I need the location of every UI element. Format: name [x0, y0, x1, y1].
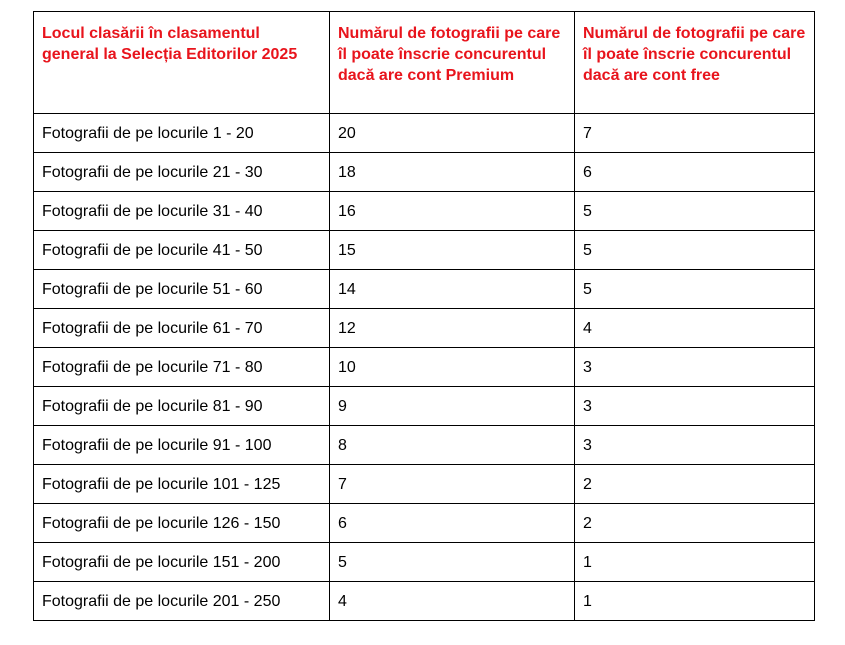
rank-range-cell: Fotografii de pe locurile 51 - 60 [34, 270, 330, 309]
premium-count-cell: 20 [330, 114, 575, 153]
table-row [34, 114, 815, 153]
rank-range-cell: Fotografii de pe locurile 21 - 30 [34, 153, 330, 192]
free-count-cell: 4 [575, 309, 815, 348]
free-count-cell: 3 [575, 348, 815, 387]
table-row [34, 231, 815, 270]
rank-range-cell: Fotografii de pe locurile 91 - 100 [34, 426, 330, 465]
rank-range-cell: Fotografii de pe locurile 41 - 50 [34, 231, 330, 270]
free-count-cell: 1 [575, 582, 815, 621]
rank-range-cell: Fotografii de pe locurile 1 - 20 [34, 114, 330, 153]
free-count-cell: 5 [575, 231, 815, 270]
rank-range-cell: Fotografii de pe locurile 101 - 125 [34, 465, 330, 504]
table-row [34, 543, 815, 582]
premium-count-cell: 18 [330, 153, 575, 192]
free-count-cell: 7 [575, 114, 815, 153]
ranking-photo-allowance-table [33, 11, 815, 621]
rank-range-cell: Fotografii de pe locurile 151 - 200 [34, 543, 330, 582]
rank-range-cell: Fotografii de pe locurile 126 - 150 [34, 504, 330, 543]
table-row [34, 309, 815, 348]
free-count-cell: 2 [575, 504, 815, 543]
premium-count-cell: 4 [330, 582, 575, 621]
premium-count-cell: 7 [330, 465, 575, 504]
table-row [34, 504, 815, 543]
rank-range-cell: Fotografii de pe locurile 201 - 250 [34, 582, 330, 621]
free-count-cell: 5 [575, 270, 815, 309]
rank-range-cell: Fotografii de pe locurile 71 - 80 [34, 348, 330, 387]
premium-count-cell: 16 [330, 192, 575, 231]
premium-count-cell: 15 [330, 231, 575, 270]
header-rank-position: Locul clasării în clasamentul general la Selecția Editorilor 2025 [34, 12, 330, 114]
free-count-cell: 1 [575, 543, 815, 582]
free-count-cell: 3 [575, 426, 815, 465]
table-row [34, 348, 815, 387]
rank-range-cell: Fotografii de pe locurile 61 - 70 [34, 309, 330, 348]
premium-count-cell: 8 [330, 426, 575, 465]
table-row [34, 387, 815, 426]
free-count-cell: 5 [575, 192, 815, 231]
premium-count-cell: 6 [330, 504, 575, 543]
premium-count-cell: 12 [330, 309, 575, 348]
header-free-photo-count: Numărul de fotografii pe care îl poate înscrie concurentul dacă are cont free [575, 12, 815, 114]
table-row [34, 465, 815, 504]
rank-range-cell: Fotografii de pe locurile 81 - 90 [34, 387, 330, 426]
header-premium-photo-count: Numărul de fotografii pe care îl poate înscrie concurentul dacă are cont Premium [330, 12, 575, 114]
table-row [34, 270, 815, 309]
premium-count-cell: 5 [330, 543, 575, 582]
table-row [34, 153, 815, 192]
rank-range-cell: Fotografii de pe locurile 31 - 40 [34, 192, 330, 231]
premium-count-cell: 9 [330, 387, 575, 426]
free-count-cell: 6 [575, 153, 815, 192]
table-header-row [34, 12, 815, 114]
premium-count-cell: 10 [330, 348, 575, 387]
table-row [34, 426, 815, 465]
table-row [34, 582, 815, 621]
table-row [34, 192, 815, 231]
premium-count-cell: 14 [330, 270, 575, 309]
free-count-cell: 2 [575, 465, 815, 504]
free-count-cell: 3 [575, 387, 815, 426]
